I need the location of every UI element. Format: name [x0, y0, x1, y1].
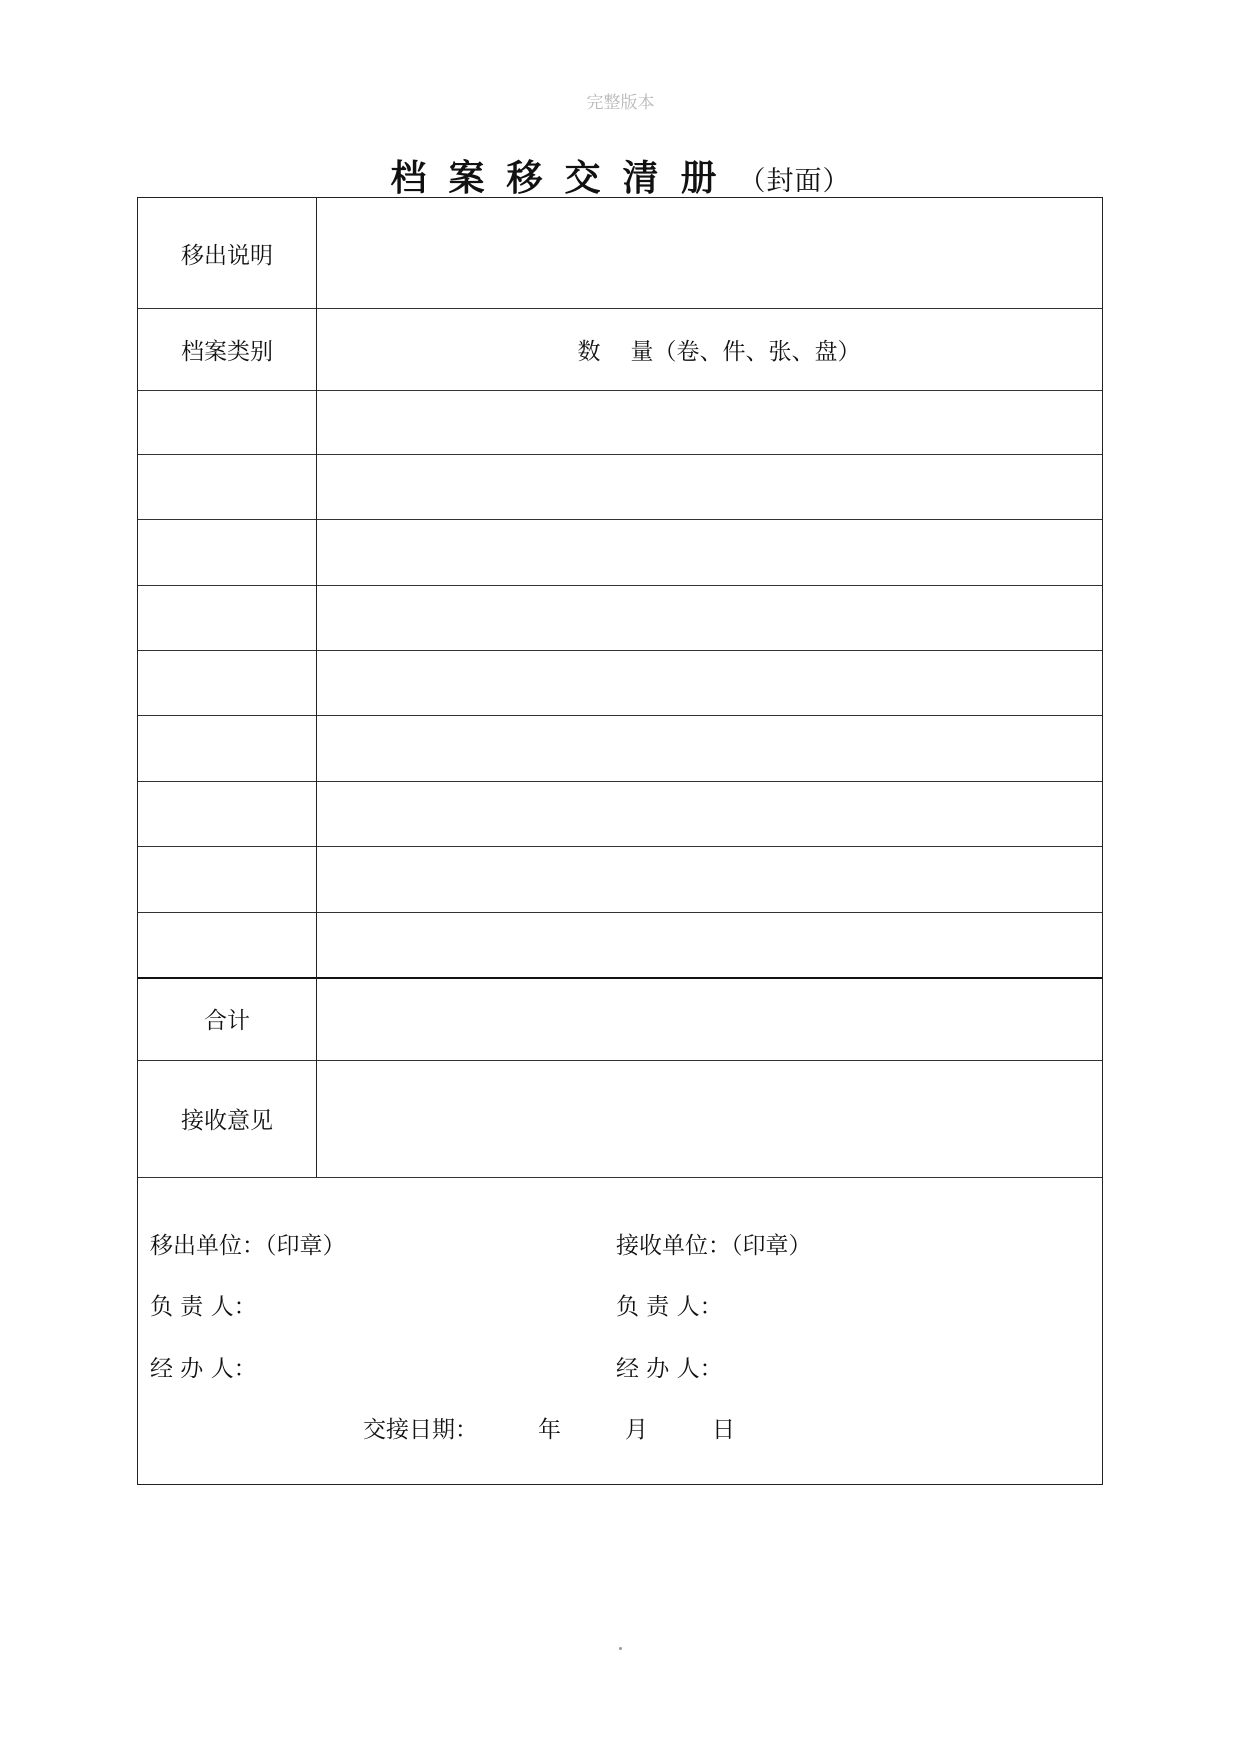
quantity-cell[interactable]: [317, 390, 1102, 454]
quantity-header-part-b: 量（卷、件、张、盘）: [630, 338, 861, 365]
handover-date-label: 交接日期：: [363, 1417, 478, 1443]
transfer-unit-label: 移出单位：（印章）: [150, 1233, 346, 1259]
category-cell[interactable]: [138, 781, 316, 846]
receive-responsible-label: 负 责 人：: [616, 1294, 723, 1320]
category-cell[interactable]: [138, 650, 316, 715]
quantity-cell[interactable]: [317, 846, 1102, 912]
handover-date: [363, 1411, 735, 1444]
page-footer-dot: [619, 1647, 622, 1650]
quantity-cell[interactable]: [317, 585, 1102, 650]
title-subtitle: （封面）: [738, 166, 851, 197]
category-cell[interactable]: [138, 519, 316, 585]
quantity-cell[interactable]: [317, 781, 1102, 846]
quantity-header-part-a: 数: [577, 338, 601, 365]
total-label: 合计: [204, 1008, 250, 1034]
transfer-form: [137, 197, 1103, 1485]
category-cell[interactable]: [138, 846, 316, 912]
category-cell[interactable]: [138, 715, 316, 781]
document-title: [0, 150, 1241, 201]
transfer-note-field[interactable]: [317, 198, 1102, 308]
quantity-cell[interactable]: [317, 912, 1102, 977]
row-divider: [138, 1177, 1102, 1178]
quantity-cell[interactable]: [317, 519, 1102, 585]
day-label: 日: [712, 1417, 735, 1443]
category-cell[interactable]: [138, 585, 316, 650]
quantity-cell[interactable]: [317, 715, 1102, 781]
quantity-cell[interactable]: [317, 454, 1102, 519]
quantity-cell[interactable]: [317, 650, 1102, 715]
receive-opinion-label: 接收意见: [181, 1108, 273, 1134]
title-main: 档案移交清册: [390, 158, 739, 199]
category-column-header: 档案类别: [181, 338, 273, 365]
total-field[interactable]: [317, 977, 1102, 1060]
month-label: 月: [625, 1417, 648, 1443]
transfer-responsible-label: 负 责 人：: [150, 1294, 257, 1320]
transfer-note-label: 移出说明: [181, 242, 273, 269]
year-label: 年: [538, 1417, 561, 1443]
transfer-handler-label: 经 办 人：: [150, 1356, 257, 1382]
category-cell[interactable]: [138, 912, 316, 977]
quantity-column-header: [316, 308, 1102, 390]
category-cell[interactable]: [138, 454, 316, 519]
receive-unit-label: 接收单位：（印章）: [616, 1233, 812, 1259]
header-watermark: 完整版本: [586, 93, 655, 113]
receive-opinion-field[interactable]: [317, 1060, 1102, 1177]
category-cell[interactable]: [138, 390, 316, 454]
receive-handler-label: 经 办 人：: [616, 1356, 723, 1382]
